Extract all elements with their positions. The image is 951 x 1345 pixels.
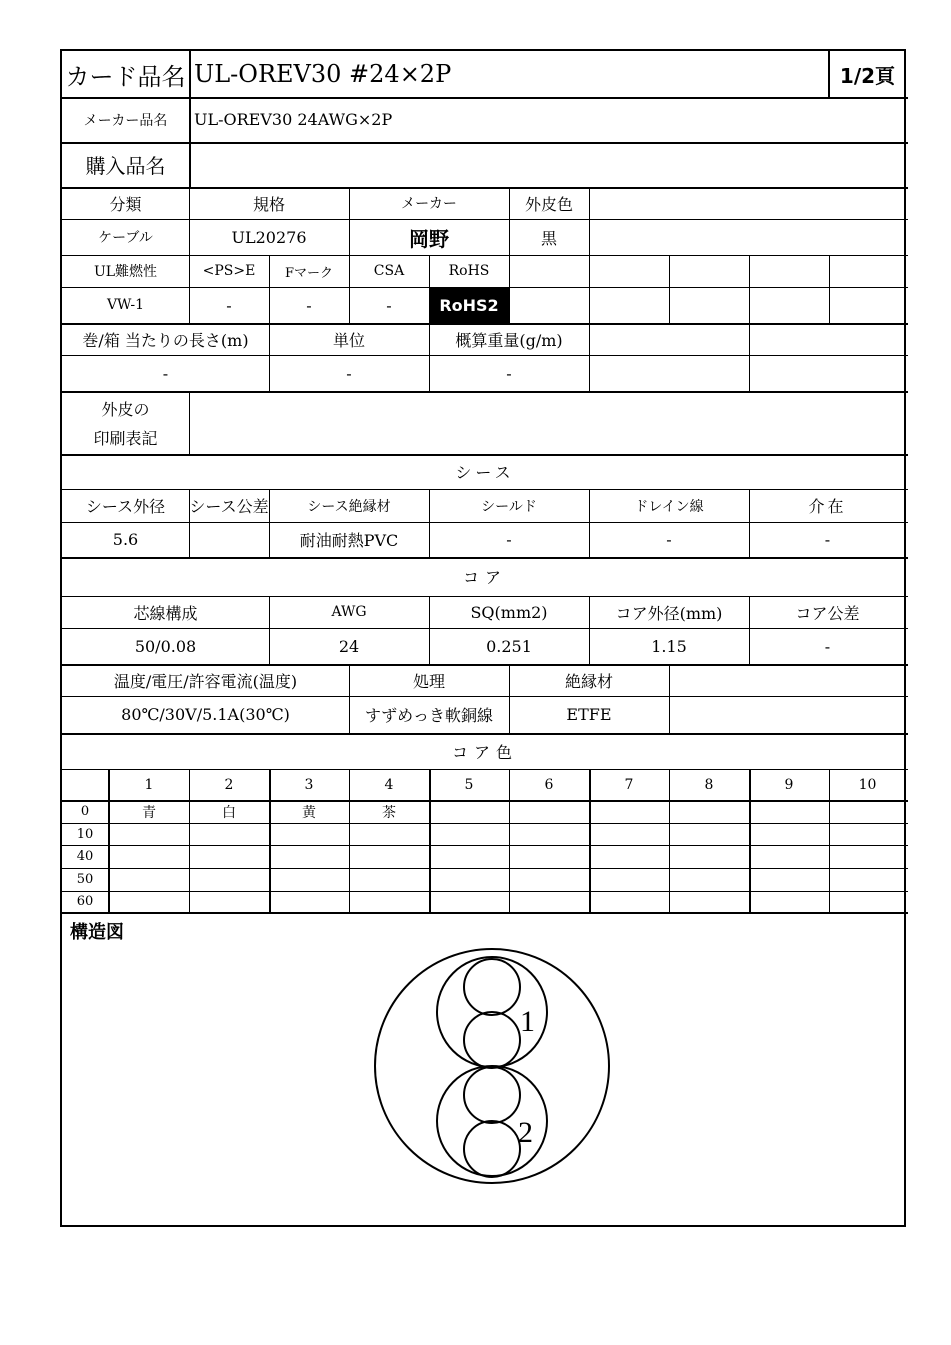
core-color-cell [829, 868, 906, 891]
jacket-color-value: 黒 [540, 228, 557, 248]
unit-header: 単位 [332, 330, 365, 350]
rule [749, 255, 750, 323]
treatment-header: 処理 [412, 671, 445, 691]
pse-value: - [226, 295, 232, 315]
spec-sheet [60, 49, 906, 1227]
core-color-cell [189, 845, 269, 868]
core-color-cell [669, 868, 749, 891]
card-name-label: カード品名 [65, 62, 186, 91]
sheath-insulation-value: 耐油耐熱PVC [299, 531, 399, 550]
rule [669, 664, 670, 733]
core-color-cell [349, 891, 429, 912]
core-color-cell [189, 868, 269, 891]
core-color-cell [749, 845, 829, 868]
core-color-column-header: 6 [544, 776, 554, 793]
sheath-tolerance-value [189, 522, 269, 557]
core-color-column-header: 3 [304, 776, 314, 793]
drain-wire-value: - [666, 530, 672, 549]
core-color-column-header: 2 [224, 776, 234, 793]
maker-name-label: メーカー品名 [83, 112, 168, 129]
conductor-header: 芯線構成 [133, 603, 198, 623]
core-color-row-label: 40 [76, 849, 94, 864]
core-color-cell [509, 823, 589, 845]
core-color-cell [829, 891, 906, 912]
pair1-core-b [464, 1012, 520, 1068]
core-color-cell [669, 800, 749, 823]
sheath-insulation-header: シース絶縁材 [307, 498, 391, 515]
rating-header: 温度/電圧/許容電流(温度) [113, 671, 298, 691]
core-color-row-label: 60 [76, 894, 94, 909]
sq-header: SQ(mm2) [470, 602, 548, 622]
rule [669, 255, 670, 323]
core-color-cell [749, 891, 829, 912]
core-color-cell [109, 868, 189, 891]
rating-value: 80℃/30V/5.1A(30℃) [121, 705, 290, 724]
core-color-column-header: 7 [624, 776, 634, 793]
core-color-cell: 黄 [302, 804, 316, 821]
ul-flame-header: UL難燃性 [93, 264, 158, 280]
sheath-od-value: 5.6 [112, 530, 139, 549]
rule [749, 323, 750, 391]
pair2-label: 2 [518, 1116, 533, 1149]
filler-value: - [824, 530, 831, 549]
core-color-cell [429, 891, 509, 912]
approx-weight-value: - [506, 363, 512, 383]
core-color-cell [589, 891, 669, 912]
rohs-header: RoHS [448, 263, 490, 279]
maker-name-value: UL-OREV30 24AWG×2P [194, 110, 393, 129]
purchase-name-value [190, 142, 906, 187]
core-color-cell [429, 868, 509, 891]
shield-header: シールド [481, 498, 537, 515]
core-color-cell [429, 800, 509, 823]
rule [589, 323, 590, 391]
classification-value: ケーブル [98, 230, 153, 246]
core-color-cell [269, 845, 349, 868]
rule [62, 912, 908, 914]
core-color-cell [829, 845, 906, 868]
core-tolerance-value: - [824, 636, 831, 656]
pse-header: <PS>E [202, 263, 256, 279]
core-color-row-label: 50 [76, 872, 94, 887]
core-color-column-header: 10 [858, 776, 877, 793]
core-color-cell [429, 845, 509, 868]
core-color-cell [269, 868, 349, 891]
classification-header: 分類 [109, 194, 142, 214]
core-color-cell [669, 845, 749, 868]
pair1-label: 1 [520, 1005, 535, 1038]
csa-value: - [386, 295, 392, 315]
core-color-cell [509, 868, 589, 891]
core-color-cell [109, 845, 189, 868]
rule [509, 255, 510, 323]
awg-header: AWG [331, 604, 367, 620]
card-name-value: UL-OREV30 #24×2P [194, 60, 452, 88]
core-color-column-header: 4 [384, 776, 394, 793]
sheath-tolerance-header: シース公差 [189, 497, 269, 516]
filler-header: 介在 [808, 497, 847, 516]
f-mark-header: Fマーク [284, 265, 334, 281]
core-color-cell [829, 800, 906, 823]
core-color-cell [749, 800, 829, 823]
core-color-cell [669, 891, 749, 912]
core-color-row-label: 0 [80, 804, 90, 819]
sheath-title: シース [455, 463, 515, 482]
core-od-header: コア外径(mm) [615, 603, 723, 623]
maker-value: 岡野 [409, 226, 449, 251]
csa-header: CSA [373, 263, 405, 279]
core-color-cell: 茶 [382, 804, 396, 821]
cable-cross-section-diagram [372, 946, 612, 1186]
insulation-header: 絶縁材 [564, 671, 613, 691]
core-color-cell [349, 868, 429, 891]
core-color-cell [349, 823, 429, 845]
unit-value: - [346, 363, 352, 383]
core-color-cell [669, 823, 749, 845]
core-color-cell [349, 845, 429, 868]
core-color-cell [109, 823, 189, 845]
length-per-reel-value: - [162, 363, 169, 383]
core-color-cell: 青 [142, 804, 156, 821]
core-color-cell [509, 845, 589, 868]
page-number: 1/2頁 [839, 63, 896, 88]
core-color-column-header: 1 [144, 776, 154, 793]
approx-weight-header: 概算重量(g/m) [455, 330, 563, 350]
core-color-cell [509, 800, 589, 823]
core-color-cell [749, 823, 829, 845]
pair2-core-b [464, 1121, 520, 1177]
awg-value: 24 [338, 636, 360, 656]
sheath-od-header: シース外径 [85, 497, 166, 516]
standard-header: 規格 [252, 194, 285, 214]
core-color-column-header: 8 [704, 776, 714, 793]
core-color-column-header: 5 [464, 776, 474, 793]
core-color-cell [509, 891, 589, 912]
rule [589, 187, 590, 255]
maker-header: メーカー [401, 196, 457, 212]
sq-value: 0.251 [486, 636, 532, 656]
core-color-cell [109, 891, 189, 912]
core-color-cell [589, 845, 669, 868]
pair1-core-a [464, 959, 520, 1015]
core-color-title: コア色 [451, 742, 518, 762]
ul-flame-value: VW-1 [106, 297, 145, 313]
core-color-cell [189, 823, 269, 845]
core-color-row-label: 10 [76, 826, 94, 842]
standard-value: UL20276 [231, 227, 307, 247]
rule [589, 255, 590, 323]
core-color-cell [269, 891, 349, 912]
core-color-cell [269, 823, 349, 845]
drain-wire-header: ドレイン線 [634, 498, 704, 515]
core-color-cell: 白 [222, 804, 236, 821]
insulation-value: ETFE [566, 705, 612, 724]
rule [829, 255, 830, 323]
pair2-core-a [464, 1067, 520, 1123]
core-od-value: 1.15 [651, 636, 687, 656]
treatment-value: すずめっき軟銅線 [364, 706, 493, 725]
core-color-column-header: 9 [784, 776, 794, 793]
f-mark-value: - [306, 295, 312, 315]
purchase-name-label: 購入品名 [85, 154, 166, 178]
shield-value: - [506, 530, 512, 549]
length-per-reel-header: 巻/箱 当たりの長さ(m) [82, 330, 249, 350]
core-color-cell [749, 868, 829, 891]
core-title: コア [462, 568, 507, 587]
print-value [190, 391, 906, 454]
core-color-cell [829, 823, 906, 845]
print-label-line2: 印刷表記 [93, 429, 158, 448]
rohs-value: RoHS2 [439, 295, 499, 315]
core-color-cell [429, 823, 509, 845]
core-color-cell [589, 868, 669, 891]
core-tolerance-header: コア公差 [795, 603, 860, 623]
print-label-line1: 外皮の [101, 400, 150, 419]
core-color-cell [589, 800, 669, 823]
core-color-cell [189, 891, 269, 912]
core-color-cell [589, 823, 669, 845]
conductor-value: 50/0.08 [134, 636, 197, 656]
jacket-color-header: 外皮色 [524, 194, 573, 214]
structure-title: 構造図 [70, 922, 124, 943]
